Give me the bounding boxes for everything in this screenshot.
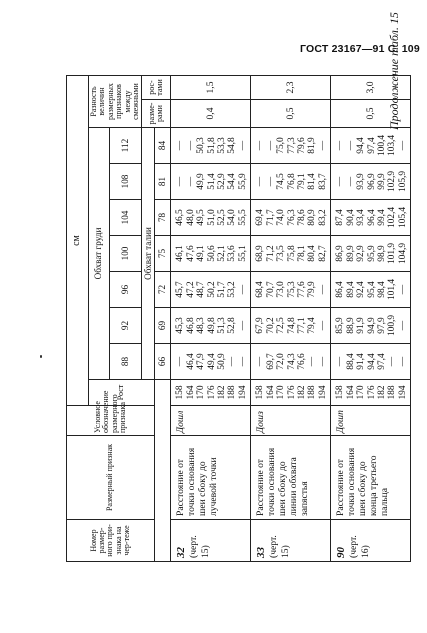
chest-group-header: Обхват груди	[89, 128, 110, 380]
chest-value: 88	[109, 344, 142, 380]
chest-value: 92	[109, 308, 142, 344]
diff-sizes-header: разме-рами	[142, 100, 171, 128]
row-diff-sizes: 0,4	[171, 100, 251, 128]
waist-value: 66	[155, 344, 171, 380]
table-row	[331, 76, 411, 562]
row-heights: 158 164 170 176 182 188 194	[331, 380, 411, 406]
row-values: 68,9 71,2 73,5 75,8 78,1 80,4 82,7	[251, 236, 331, 272]
row-values: — — 74,5 76,8 79,1 81,4 83,7	[251, 164, 331, 200]
col-growth-header: Рост	[89, 380, 155, 406]
row-number: 32	[175, 547, 188, 558]
row-values: 69,4 71,7 74,0 76,3 78,6 80,9 83,2	[251, 200, 331, 236]
waist-value: 72	[155, 272, 171, 308]
row-designation: Дошп	[331, 406, 411, 436]
standard-label: ГОСТ 23167—91 С. 109	[300, 43, 420, 55]
row-values: 46,5 48,0 49,5 51,0 52,5 54,0 55,5	[171, 200, 251, 236]
chest-value: 100	[109, 236, 142, 272]
col-number-header: Номер размер-ного при-знака на чер-теже	[67, 520, 155, 562]
chest-value: 112	[109, 128, 142, 164]
row-values: 45,7 47,2 48,7 50,2 51,7 53,2 —	[171, 272, 251, 308]
chest-value: 108	[109, 164, 142, 200]
table-row	[171, 76, 251, 562]
row-designation: Дошл	[171, 406, 251, 436]
row-number: 90	[335, 547, 348, 558]
row-feature: Расстояние от точки основания шеи сбоку до конца третьего пальца	[331, 436, 411, 520]
row-values: — 88,4 91,4 94,4 97,4 — —	[331, 344, 411, 380]
row-number-cell	[171, 520, 251, 562]
row-values: 67,9 70,2 72,5 74,8 77,1 79,4 —	[251, 308, 331, 344]
row-values: — — 94,4 97,4 100,4 103,4 —	[331, 128, 411, 164]
row-values: 86,9 89,9 92,9 95,9 98,9 101,9 104,9	[331, 236, 411, 272]
row-values: — — 50,3 51,8 53,3 54,8 —	[171, 128, 251, 164]
row-diff-growth: 1,5	[171, 76, 251, 100]
waist-group-header: Обхват талии	[142, 128, 155, 380]
row-feature: Расстояние от точки основания шеи сбоку до линии обхвата запястья	[251, 436, 331, 520]
rotated-table-area	[66, 76, 408, 562]
row-designation: Дошз	[251, 406, 331, 436]
row-values: — — 49,9 51,4 52,9 54,4 55,9	[171, 164, 251, 200]
row-diff-sizes: 0,5	[251, 100, 331, 128]
waist-value: 75	[155, 236, 171, 272]
col-feature-header: Размерный признак	[67, 436, 155, 520]
row-number-cell	[331, 520, 411, 562]
waist-value: 81	[155, 164, 171, 200]
continuation-label: Продолжение табл. 15	[387, 12, 401, 130]
row-values: 46,1 47,6 49,1 50,6 52,1 53,6 55,1	[171, 236, 251, 272]
diff-growth-header: рос-тами	[142, 76, 171, 100]
row-values: 86,4 89,4 92,4 95,4 98,4 101,4 —	[331, 272, 411, 308]
scan-speck	[40, 355, 42, 358]
row-values: — — 93,9 96,9 99,9 102,9 105,9	[331, 164, 411, 200]
row-number-cell	[251, 520, 331, 562]
row-ref: (черт. 16)	[348, 535, 372, 558]
row-values: 45,3 46,8 48,3 49,8 51,3 52,8 —	[171, 308, 251, 344]
col-designation-header: Условное обозначение размерного признака	[67, 406, 155, 436]
diff-group-header: Разность величин размерных признаков между смежными	[89, 76, 142, 128]
chest-value: 104	[109, 200, 142, 236]
waist-value: 78	[155, 200, 171, 236]
row-values: 85,9 88,9 91,9 94,9 97,9 100,9 —	[331, 308, 411, 344]
row-diff-growth: 3,0	[331, 76, 411, 100]
row-heights: 158 164 170 176 182 188 194	[251, 380, 331, 406]
unit-header: см	[67, 76, 89, 406]
table-row	[251, 76, 331, 562]
row-heights: 158 164 170 176 182 188 194	[171, 380, 251, 406]
waist-value: 84	[155, 128, 171, 164]
row-ref: (черт. 15)	[268, 535, 292, 558]
row-number: 33	[255, 547, 268, 558]
row-values: 87,4 90,4 93,4 96,4 99,4 102,4 105,4	[331, 200, 411, 236]
chest-value: 96	[109, 272, 142, 308]
row-values: — 46,4 47,9 49,4 50,9 — —	[171, 344, 251, 380]
row-feature: Расстояние от точки основания шеи сбоку до лучевой точки	[171, 436, 251, 520]
row-ref: (черт. 15)	[188, 535, 212, 558]
row-diff-growth: 2,3	[251, 76, 331, 100]
waist-value: 69	[155, 308, 171, 344]
row-values: — 69,7 72,0 74,3 76,6 — —	[251, 344, 331, 380]
size-table	[66, 75, 411, 562]
page-header	[0, 0, 427, 60]
row-diff-sizes: 0,5	[331, 100, 411, 128]
row-values: — — 75,0 77,3 79,6 81,9 —	[251, 128, 331, 164]
row-values: 68,4 70,7 73,0 75,3 77,6 79,9 —	[251, 272, 331, 308]
